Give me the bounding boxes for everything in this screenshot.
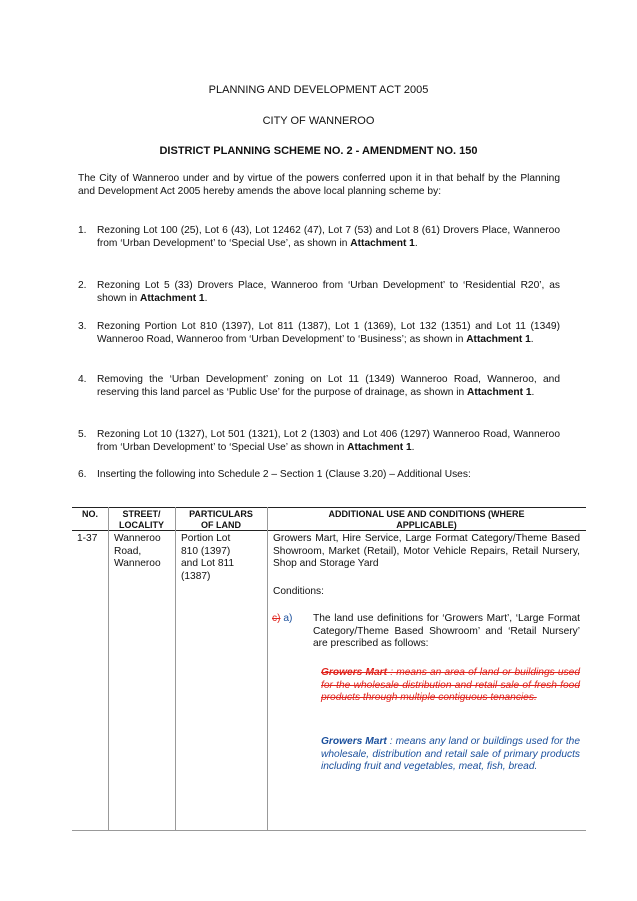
list-item-4	[78, 374, 560, 399]
cell-no: 1-37	[77, 533, 98, 544]
particulars-line: (1387)	[181, 570, 211, 582]
city-title: CITY OF WANNEROO	[262, 115, 375, 127]
condition-text: The land use definitions for ‘Growers Mart’, ‘Large Format Category/Theme Based Showroom’ and ‘Retail Nursery’ are prescribed as follows:	[313, 613, 580, 650]
list-item-1	[78, 225, 560, 250]
street-line: Road,	[114, 545, 142, 557]
item-end: .	[414, 237, 418, 249]
item-end: .	[531, 386, 535, 398]
item-text: Rezoning Lot 100 (25), Lot 6 (43), Lot 12462 (47), Lot 7 (53) and Lot 8 (61) Drovers Place, Wanneroo from ‘Urban Development’ to ‘Special Use’, as shown in	[97, 225, 560, 249]
header-street-line: STREET/	[122, 509, 161, 519]
attachment-ref: Attachment 1	[466, 333, 531, 345]
header-street-line: LOCALITY	[119, 519, 164, 530]
header-street	[108, 509, 175, 530]
header-additional-line: APPLICABLE)	[396, 519, 457, 530]
inserted-definition-text: : means any land or buildings used for the wholesale, distribution and retail sale of primary products including fruit and vegetables, meat, fish, bread.	[321, 736, 581, 773]
street-line: Wanneroo	[114, 533, 161, 544]
item-number: 3.	[78, 321, 87, 332]
item-number: 5.	[78, 429, 87, 440]
item-end: .	[530, 333, 534, 345]
condition-marker	[272, 613, 292, 626]
table-bottom-border	[72, 830, 586, 831]
header-no: NO.	[81, 509, 98, 519]
deleted-marker: c)	[272, 613, 281, 624]
inserted-definition-term: Growers Mart	[321, 736, 387, 747]
item-number: 4.	[78, 374, 87, 385]
deleted-definition-term: Growers Mart	[321, 667, 388, 678]
cell-uses: Growers Mart, Hire Service, Large Format Category/Theme Based Showroom, Market (Retail), Motor Vehicle Repairs, Retail Nursery, Shop and Storage Yard	[273, 533, 580, 570]
act-title: PLANNING AND DEVELOPMENT ACT 2005	[208, 84, 429, 96]
list-item-5	[78, 429, 560, 454]
street-line: Wanneroo	[114, 558, 161, 570]
item-end: .	[411, 441, 415, 453]
item-number: 2.	[78, 280, 87, 291]
header-additional-line: ADDITIONAL USE AND CONDITIONS (WHERE	[328, 509, 525, 519]
attachment-ref: Attachment 1	[140, 292, 205, 304]
header-additional-use	[267, 509, 586, 530]
table-top-border	[72, 507, 586, 508]
particulars-line: and Lot 811	[181, 558, 235, 570]
deleted-definition-text: : means an area of land or buildings used for the wholesale distribution and retail sale of fresh food products through multiple contiguous tenancies.	[321, 667, 580, 704]
col-divider	[267, 507, 268, 830]
cell-street	[114, 533, 161, 571]
item-text: Removing the ‘Urban Development’ zoning on Lot 11 (1349) Wanneroo Road, Wanneroo, and reserving this land parcel as ‘Public Use’ for the purpose of drainage, as shown in	[97, 374, 560, 398]
attachment-ref: Attachment 1	[347, 441, 412, 453]
deleted-definition	[321, 667, 580, 705]
item-text: Rezoning Lot 10 (1327), Lot 501 (1321), Lot 2 (1303) and Lot 406 (1297) Wanneroo Road, Wanneroo from ‘Urban Development’ to ‘Special Use’ as shown in	[97, 429, 560, 453]
attachment-ref: Attachment 1	[466, 386, 532, 398]
item-text: Rezoning Portion Lot 810 (1397), Lot 811 (1387), Lot 1 (1369), Lot 132 (1351) and Lot 11 (1349) Wanneroo Road, Wanneroo from ‘Urban Development’ to ‘Business’; as shown in	[97, 321, 560, 345]
list-item-6	[78, 469, 560, 482]
item-end: .	[204, 292, 208, 304]
conditions-label: Conditions:	[273, 586, 324, 597]
list-item-2	[78, 280, 560, 305]
intro-paragraph: The City of Wanneroo under and by virtue of the powers conferred upon it in that behalf by the Planning and Development Act 2005 hereby amends the above local planning scheme by:	[78, 173, 560, 197]
inserted-marker: a)	[283, 613, 293, 624]
list-item-3	[78, 321, 560, 346]
attachment-ref: Attachment 1	[350, 237, 415, 249]
cell-particulars	[181, 533, 234, 583]
col-divider	[108, 507, 109, 830]
col-divider	[175, 507, 176, 830]
item-number: 6.	[78, 469, 87, 480]
item-text: Rezoning Lot 5 (33) Drovers Place, Wanneroo from ‘Urban Development’ to ‘Residential R20’, as shown in	[97, 280, 560, 304]
header-particulars	[175, 509, 267, 530]
header-particulars-line: PARTICULARS	[189, 509, 253, 519]
inserted-definition	[321, 736, 580, 774]
particulars-line: 810 (1397)	[181, 545, 231, 557]
header-particulars-line: OF LAND	[201, 519, 241, 530]
item-text: Inserting the following into Schedule 2 – Section 1 (Clause 3.20) – Additional Uses:	[97, 469, 471, 480]
particulars-line: Portion Lot	[181, 533, 231, 544]
item-number: 1.	[78, 225, 87, 236]
header-bottom-border	[72, 530, 586, 531]
scheme-title: DISTRICT PLANNING SCHEME NO. 2 - AMENDMENT NO. 150	[159, 145, 478, 157]
